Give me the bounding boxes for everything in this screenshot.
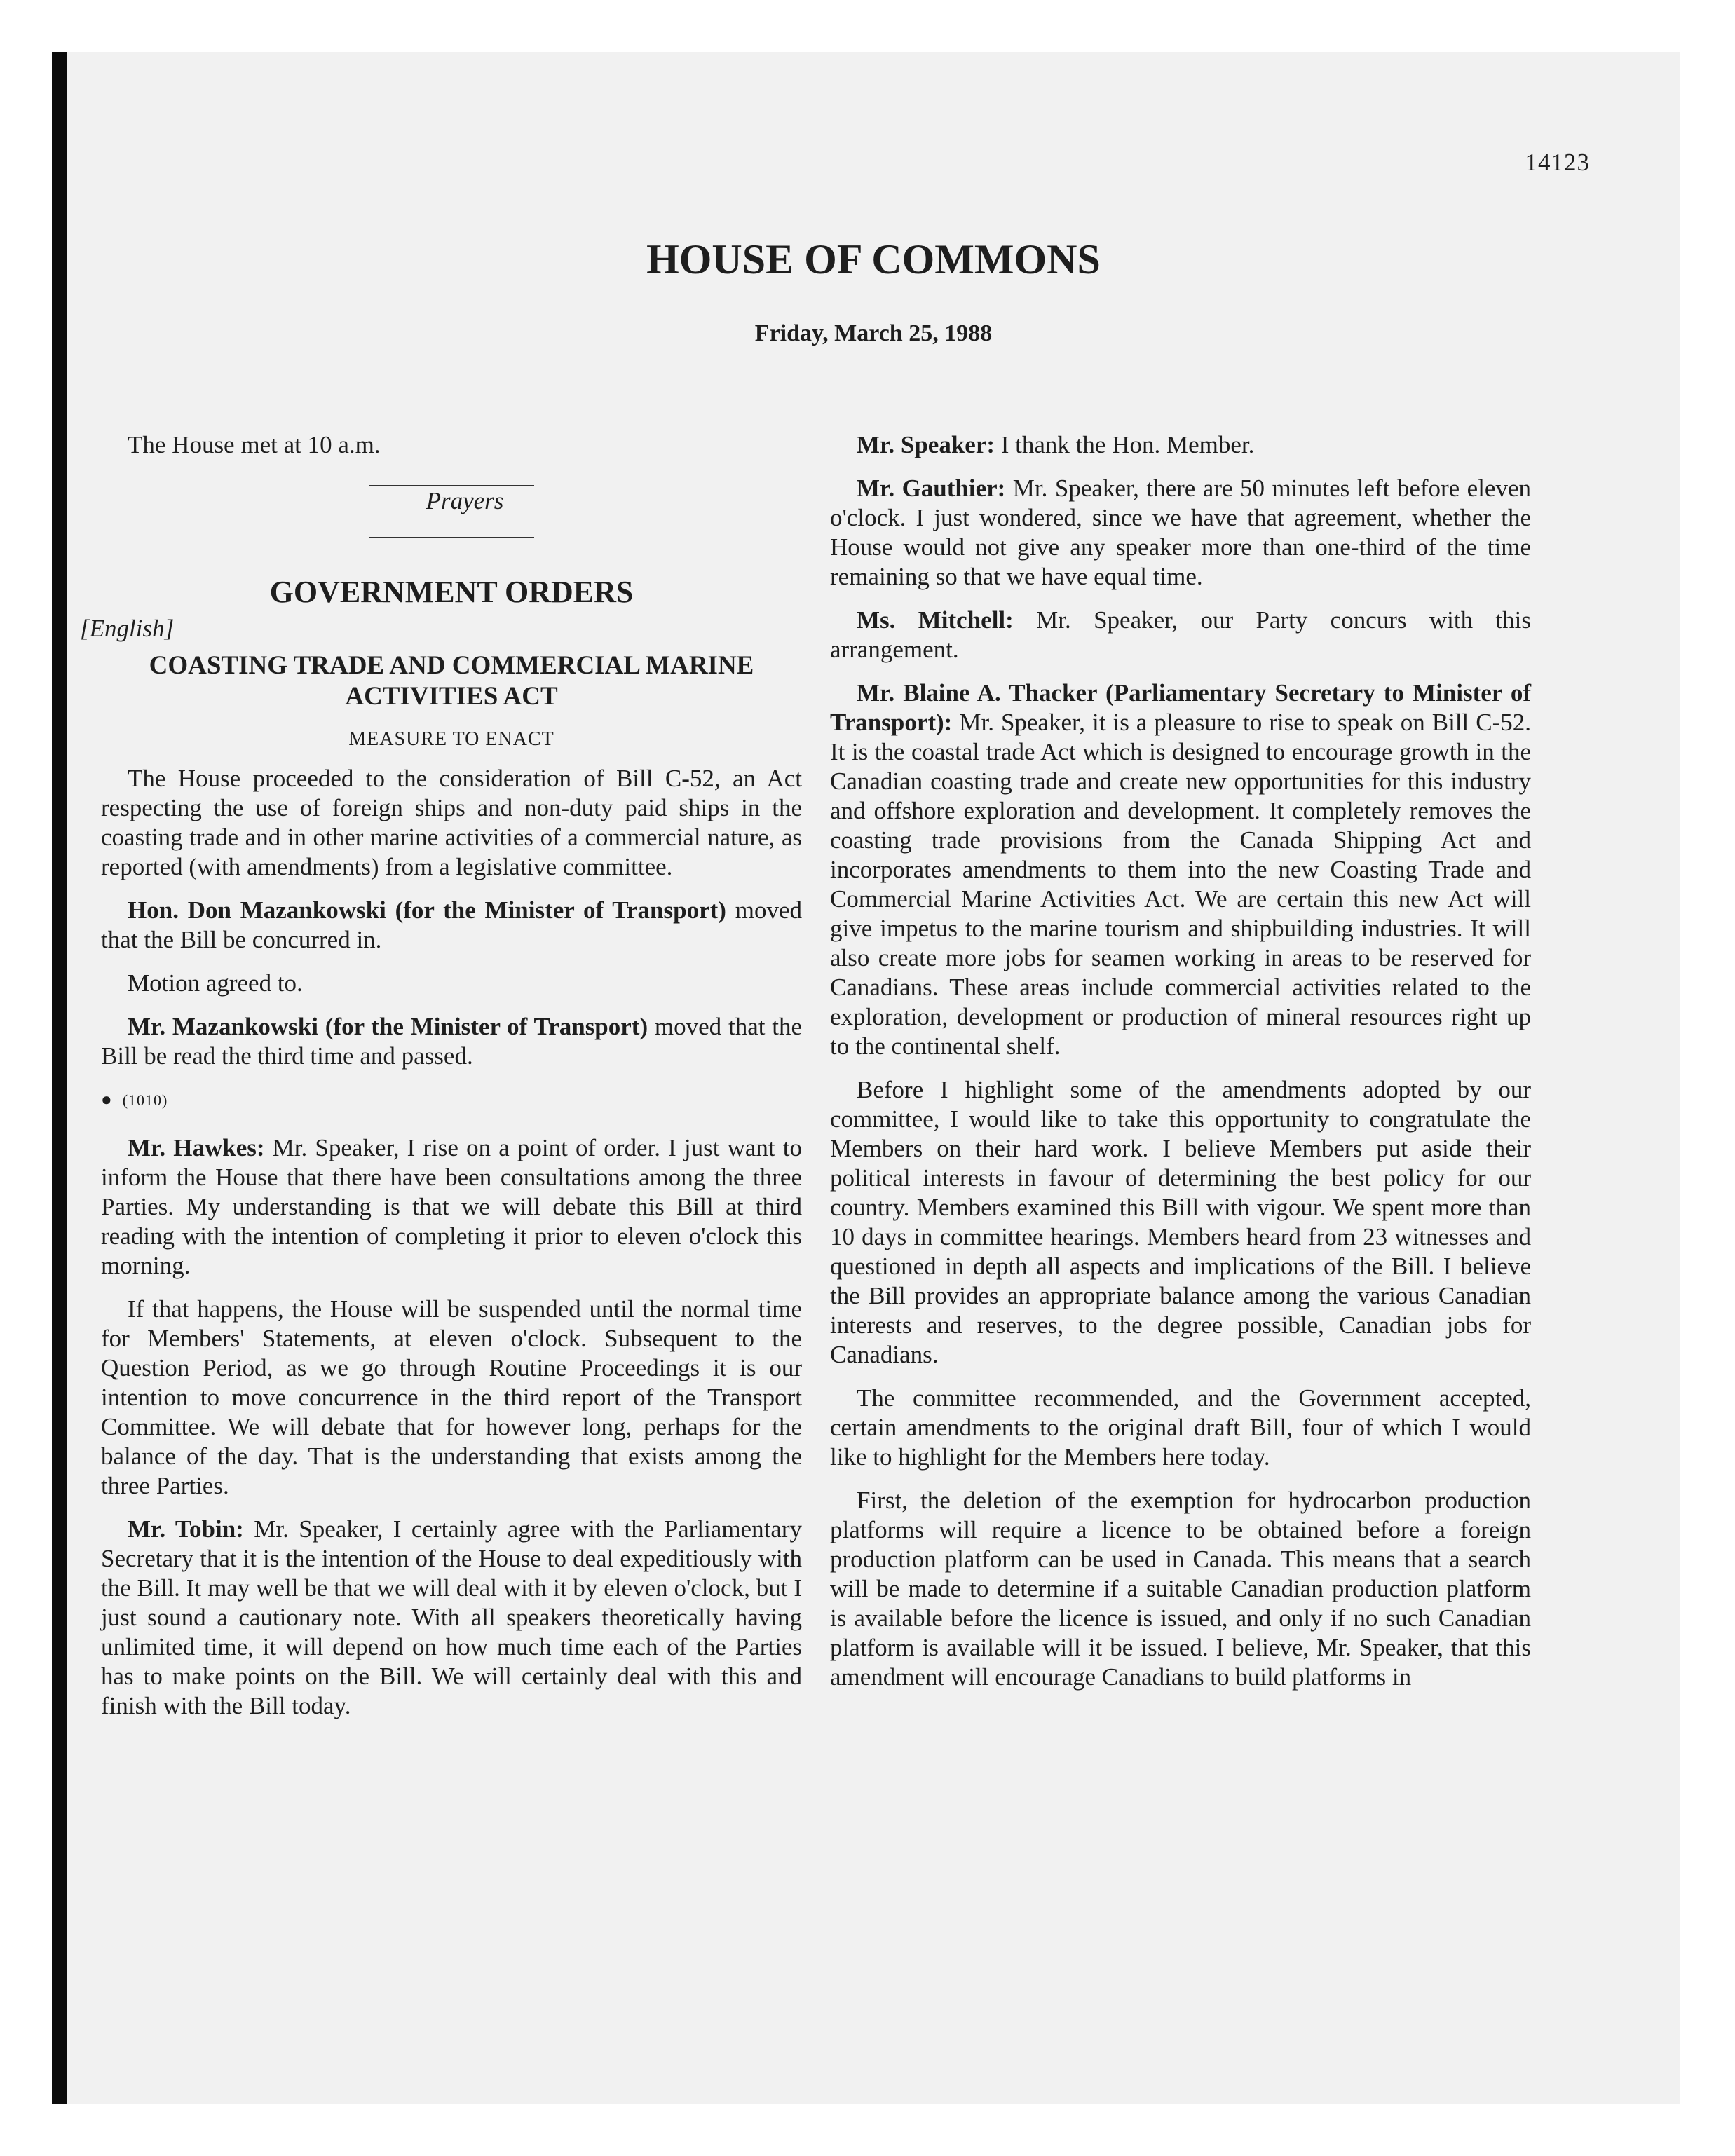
left-column [80, 430, 803, 1735]
motion-paragraph [101, 896, 802, 955]
speech-text: moved that the Bill be read the third time and passed. [101, 1013, 802, 1070]
speech-text: Mr. Speaker, our Party concurs with this arrangement. [830, 606, 1531, 663]
speaker-name: Mr. Hawkes: [128, 1134, 265, 1161]
bill-subheading: MEASURE TO ENACT [348, 728, 554, 750]
prayers-heading: Prayers [426, 487, 504, 514]
page-number: 14123 [1525, 149, 1590, 176]
speech-text: Mr. Speaker, I certainly agree with the Parliamentary Secretary that it is the intention of the House to deal expeditiously with the Bill. It may well be that we will deal with it by eleven o'clock, but I just sound a cautionary note. With all speakers theoretically having unlimited time, it will depend on how much time each of the Parties has to make points on the Bill. We will certainly deal with this and finish with the Bill today. [101, 1515, 803, 1719]
speech-paragraph: First, the deletion of the exemption for hydrocarbon production platforms will require a licence to be obtained before a foreign production platform can be used in Canada. This means that a search will be made to determine if a suitable Canadian production platform is available before the licence is issued, and only if no such Canadian platform is available will it be issued. I believe, Mr. Speaker, that this amendment will encourage Canadians to build platforms in [830, 1487, 1531, 1691]
scan-edge [52, 52, 67, 2104]
sitting-date: Friday, March 25, 1988 [754, 320, 993, 346]
intro-paragraph: The House proceeded to the consideration of Bill C-52, an Act respecting the use of foreign ships and non-duty paid ships in the coasting trade and in other marine activities of a commercial nature, as reported (with amendments) from a legislative committee. [101, 765, 802, 880]
opening-line: The House met at 10 a.m. [128, 431, 381, 458]
speech-paragraph [830, 430, 1531, 460]
motion-paragraph [101, 1012, 802, 1071]
speaker-name: Mr. Mazankowski (for the Minister of Transport) [128, 1013, 648, 1040]
speech-paragraph [830, 474, 1531, 592]
right-column [830, 430, 1531, 1706]
page-title: HOUSE OF COMMONS [646, 236, 1101, 282]
speech-paragraph [101, 1515, 802, 1721]
speech-paragraph: If that happens, the House will be suspended until the normal time for Members' Statements, at eleven o'clock. Subsequent to the Question Period, as we go through Routine Proceedings it is our intention to move concurrence in the third report of the Transport Committee. We will debate that for however long, perhaps for the balance of the day. That is the understanding that exists among the three Parties. [101, 1295, 802, 1499]
speech-paragraph [101, 1133, 802, 1281]
speaker-name: Mr. Gauthier: [857, 475, 1006, 502]
speech-paragraph [830, 606, 1531, 664]
speech-text: I thank the Hon. Member. [1000, 431, 1255, 458]
speech-paragraph: Before I highlight some of the amendments adopted by our committee, I would like to take this opportunity to congratulate the Members on their hard work. I believe Members put aside their political interests in favour of determining the best policy for our country. Members examined this Bill with vigour. We spent more than 10 days in committee hearings. Members heard from 23 witnesses and questioned in depth all aspects and implications of the Bill. I believe the Bill provides an appropriate balance among the various Canadian interests and reserves, to the degree possible, Canadian jobs for Canadians. [830, 1076, 1531, 1368]
speaker-name: Hon. Don Mazankowski (for the Minister of Transport) [128, 896, 726, 924]
speaker-name: Ms. Mitchell: [857, 606, 1014, 634]
speech-paragraph: The committee recommended, and the Government accepted, certain amendments to the original draft Bill, four of which I would like to highlight for the Members here today. [830, 1384, 1531, 1471]
divider-rule [369, 537, 534, 538]
speaker-name: Mr. Blaine A. Thacker (Parliamentary Secretary to Minister of Transport): [830, 679, 1531, 736]
speech-text: Mr. Speaker, there are 50 minutes left before eleven o'clock. I just wondered, since we have that agreement, whether the House would not give any speaker more than one-third of the time remaining so that we have equal time. [830, 475, 1531, 590]
speech-paragraph [830, 678, 1531, 1061]
language-tag: [English] [80, 615, 175, 642]
time-marker-label: (1010) [122, 1091, 168, 1109]
time-marker [101, 1085, 802, 1115]
speaker-name: Mr. Tobin: [128, 1515, 244, 1543]
speech-text: Mr. Speaker, I rise on a point of order. I just want to inform the House that there have been consultations among the three Parties. My understanding is that we will debate this Bill at third reading with the intention of completing it prior to eleven o'clock this morning. [101, 1134, 802, 1279]
motion-agreed: Motion agreed to. [128, 969, 303, 997]
section-heading: GOVERNMENT ORDERS [269, 575, 634, 609]
speaker-name: Mr. Speaker: [857, 431, 995, 458]
speech-text: Mr. Speaker, it is a pleasure to rise to speak on Bill C-52. It is the coastal trade Act which is designed to encourage growth in the Canadian coasting trade and create new opportunities for this industry and offshore exploration and development. It completely removes the coasting trade provisions from the Canada Shipping Act and incorporates amendments to them into the new Coasting Trade and Commercial Marine Activities Act. We are certain this new Act will give impetus to the marine tourism and shipbuilding industries. It will also create more jobs for seamen working in areas to be reserved for Canadians. These areas include commercial activities related to the exploration, development or production of mineral resources right up to the continental shelf. [830, 709, 1531, 1060]
speech-text: moved that the Bill be concurred in. [101, 896, 802, 953]
bill-title: COASTING TRADE AND COMMERCIAL MARINE ACTIVITIES ACT [149, 651, 754, 711]
bullet-icon: ● [101, 1089, 113, 1110]
